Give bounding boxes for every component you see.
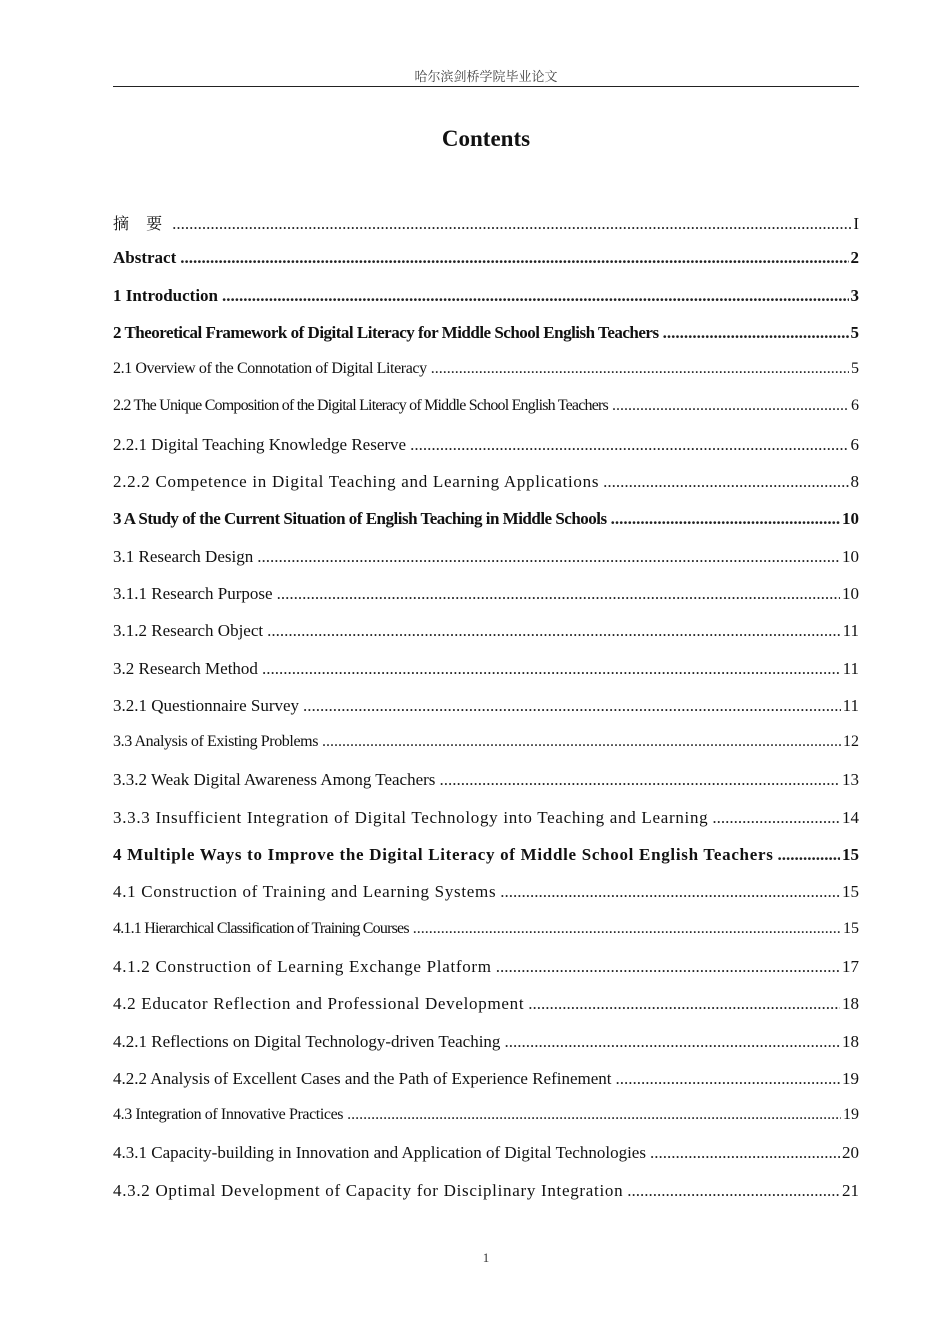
toc-entry-label: 4.3.1 Capacity-building in Innovation and Application of Digital Technologies — [113, 1143, 646, 1163]
toc-entry-abstract-cn[interactable] — [113, 211, 859, 248]
toc-entry-3-3-3[interactable] — [113, 808, 859, 845]
toc-entry-label: 3.2 Research Method — [113, 658, 258, 678]
dot-leader — [439, 770, 840, 790]
dot-leader — [262, 659, 841, 679]
toc-entry-label: 3 A Study of the Current Situation of English Teaching in Middle Schools — [113, 509, 607, 529]
toc-entry-4-2-1[interactable] — [113, 1032, 859, 1069]
dot-leader — [611, 509, 840, 529]
toc-entry-page: 5 — [850, 322, 859, 342]
toc-entry-label: 4.1.1 Hierarchical Classification of Training Courses — [113, 919, 409, 937]
toc-entry-4-1[interactable] — [113, 882, 859, 919]
toc-entry-page: 15 — [842, 882, 859, 902]
toc-entry-page: 8 — [850, 472, 859, 492]
toc-entry-2-1[interactable] — [113, 360, 859, 397]
toc-entry-3-2-1[interactable] — [113, 696, 859, 733]
toc-entry-label: 4.3 Integration of Innovative Practices — [113, 1106, 344, 1124]
toc-entry-3-1[interactable] — [113, 547, 859, 584]
toc-entry-2-2-1[interactable] — [113, 435, 859, 472]
toc-entry-label: 3.1 Research Design — [113, 546, 254, 566]
toc-entry-page: 19 — [843, 1106, 859, 1124]
dot-leader — [277, 584, 840, 604]
header-rule — [113, 86, 859, 87]
toc-entry-3-2[interactable] — [113, 659, 859, 696]
toc-entry-label: 4.2.1 Reflections on Digital Technology-driven Teaching — [113, 1031, 501, 1051]
toc-entry-label: 2.1 Overview of the Connotation of Digital Literacy — [113, 360, 427, 378]
toc-entry-page: 17 — [842, 956, 859, 976]
dot-leader — [603, 472, 848, 492]
toc-entry-label: 3.3 Analysis of Existing Problems — [113, 733, 319, 751]
toc-entry-page: I — [853, 214, 859, 233]
dot-leader — [778, 845, 840, 865]
toc-entry-page: 13 — [842, 770, 859, 790]
toc-entry-2-2[interactable] — [113, 397, 859, 434]
toc-entry-page: 5 — [851, 360, 859, 378]
dot-leader — [612, 397, 849, 415]
table-of-contents — [113, 211, 859, 1218]
toc-entry-chapter-3[interactable] — [113, 509, 859, 546]
dot-leader — [267, 621, 841, 641]
dot-leader — [627, 1181, 840, 1201]
dot-leader — [410, 435, 848, 455]
toc-entry-2-2-2[interactable] — [113, 472, 859, 509]
dot-leader — [712, 808, 840, 828]
toc-entry-page: 21 — [842, 1180, 859, 1200]
toc-entry-4-3-2[interactable] — [113, 1181, 859, 1218]
dot-leader — [504, 1032, 840, 1052]
toc-entry-page: 15 — [842, 845, 859, 865]
toc-entry-abstract[interactable] — [113, 248, 859, 285]
toc-entry-page: 10 — [842, 546, 859, 566]
dot-leader — [257, 547, 840, 567]
toc-entry-page: 18 — [842, 1031, 859, 1051]
dot-leader — [172, 214, 851, 234]
dot-leader — [650, 1143, 840, 1163]
toc-entry-label: 4.1 Construction of Training and Learning Systems — [113, 882, 497, 902]
page-title: Contents — [441, 126, 531, 151]
toc-entry-label: 4.2.2 Analysis of Excellent Cases and the Path of Experience Refinement — [113, 1068, 612, 1088]
toc-entry-page: 6 — [850, 434, 859, 454]
toc-entry-page: 3 — [850, 285, 859, 305]
toc-entry-3-1-1[interactable] — [113, 584, 859, 621]
toc-entry-label: 2.2.2 Competence in Digital Teaching and Learning Applications — [113, 472, 600, 492]
page-number: 1 — [482, 1250, 490, 1265]
dot-leader — [500, 882, 840, 902]
toc-entry-label: 3.3.3 Insufficient Integration of Digital Technology into Teaching and Learning — [113, 807, 709, 827]
toc-entry-page: 10 — [842, 509, 859, 529]
toc-entry-4-1-1[interactable] — [113, 920, 859, 957]
toc-entry-label: Abstract — [113, 248, 177, 268]
toc-entry-3-1-2[interactable] — [113, 621, 859, 658]
toc-entry-4-2[interactable] — [113, 994, 859, 1031]
toc-entry-label: 3.1.2 Research Object — [113, 621, 264, 641]
toc-entry-label: 2.2.1 Digital Teaching Knowledge Reserve — [113, 434, 407, 454]
toc-entry-page: 15 — [843, 919, 859, 937]
toc-entry-page: 10 — [842, 583, 859, 603]
toc-entry-page: 18 — [842, 994, 859, 1014]
toc-entry-label: 4.2 Educator Reflection and Professional Development — [113, 994, 525, 1014]
toc-entry-page: 11 — [842, 695, 859, 715]
toc-entry-3-3[interactable] — [113, 733, 859, 770]
toc-entry-page: 12 — [843, 733, 859, 751]
dot-leader — [180, 248, 848, 268]
dot-leader — [303, 696, 841, 716]
toc-entry-chapter-2[interactable] — [113, 323, 859, 360]
toc-entry-4-3[interactable] — [113, 1106, 859, 1143]
toc-entry-page: 20 — [842, 1143, 859, 1163]
toc-entry-label: 4.1.2 Construction of Learning Exchange Platform — [113, 956, 492, 976]
toc-entry-label: 摘 要 — [113, 214, 169, 233]
dot-leader — [616, 1069, 840, 1089]
toc-entry-chapter-1[interactable] — [113, 286, 859, 323]
toc-entry-4-1-2[interactable] — [113, 957, 859, 994]
toc-entry-4-3-1[interactable] — [113, 1143, 859, 1180]
toc-entry-page: 11 — [842, 621, 859, 641]
dot-leader — [663, 323, 849, 343]
toc-entry-page: 14 — [842, 807, 859, 827]
toc-entry-page: 2 — [850, 248, 859, 268]
toc-entry-page: 11 — [842, 658, 859, 678]
toc-entry-chapter-4[interactable] — [113, 845, 859, 882]
toc-entry-label: 3.2.1 Questionnaire Survey — [113, 695, 300, 715]
toc-entry-label: 2.2 The Unique Composition of the Digital Literacy of Middle School English Teachers — [113, 397, 608, 415]
toc-entry-3-3-2[interactable] — [113, 770, 859, 807]
toc-entry-label: 4 Multiple Ways to Improve the Digital Literacy of Middle School English Teachers — [113, 845, 774, 865]
toc-entry-label: 1 Introduction — [113, 285, 219, 305]
dot-leader — [322, 733, 841, 751]
toc-entry-page: 6 — [851, 397, 859, 415]
toc-entry-4-2-2[interactable] — [113, 1069, 859, 1106]
dot-leader — [347, 1106, 841, 1124]
toc-entry-label: 2 Theoretical Framework of Digital Literacy for Middle School English Teachers — [113, 322, 659, 342]
dot-leader — [431, 360, 849, 378]
dot-leader — [222, 286, 848, 306]
toc-entry-label: 3.3.2 Weak Digital Awareness Among Teachers — [113, 770, 436, 790]
dot-leader — [413, 920, 841, 938]
page-header: 哈尔滨剑桥学院毕业论文 — [414, 70, 558, 85]
toc-entry-label: 4.3.2 Optimal Development of Capacity for Disciplinary Integration — [113, 1180, 624, 1200]
toc-entry-page: 19 — [842, 1068, 859, 1088]
dot-leader — [528, 994, 840, 1014]
dot-leader — [496, 957, 840, 977]
toc-entry-label: 3.1.1 Research Purpose — [113, 583, 273, 603]
